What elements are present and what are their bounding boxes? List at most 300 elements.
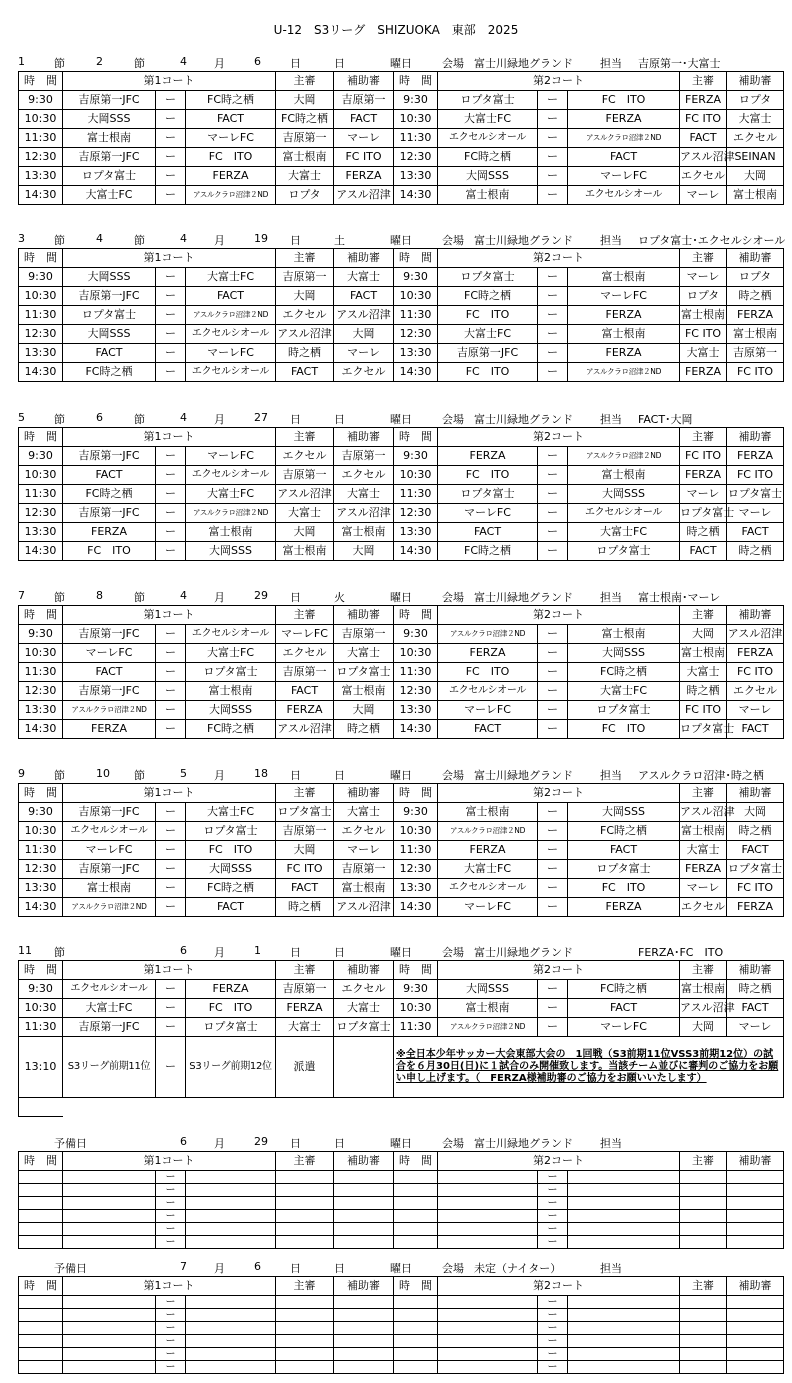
court2-time: 9:30 bbox=[394, 980, 438, 999]
column-header-aref: 補助審 bbox=[334, 784, 394, 803]
header-c11: 会場 bbox=[442, 234, 464, 247]
header-c6: 月 bbox=[214, 57, 225, 70]
court1-assistant-referee: 大富士 bbox=[334, 803, 394, 822]
court1-time: 11:30 bbox=[19, 485, 63, 504]
court1-referee: FERZA bbox=[276, 999, 334, 1018]
court1-referee: 富士根南 bbox=[276, 542, 334, 561]
court2-referee: 大岡 bbox=[680, 1018, 727, 1037]
empty-cell bbox=[680, 1236, 727, 1249]
court1-assistant-referee: 吉原第一 bbox=[334, 625, 394, 644]
column-header-row bbox=[19, 72, 784, 91]
header-c5: 4 bbox=[180, 411, 187, 424]
court2-referee: 時之栖 bbox=[680, 523, 727, 542]
court2-referee: ロプタ富士 bbox=[680, 504, 727, 523]
empty-cell bbox=[680, 1223, 727, 1236]
versus-dash: ー bbox=[156, 980, 186, 999]
empty-cell bbox=[186, 1197, 276, 1210]
match-row bbox=[19, 306, 784, 325]
court2-home-team: 富士根南 bbox=[438, 999, 538, 1018]
court2-home-team: FC時之栖 bbox=[438, 542, 538, 561]
header-c6: 月 bbox=[214, 946, 225, 959]
empty-cell bbox=[680, 1361, 727, 1374]
versus-dash: ー bbox=[538, 980, 568, 999]
court2-assistant-referee: アスル沼津 bbox=[727, 625, 784, 644]
header-c9: 日 bbox=[334, 769, 345, 782]
court2-time: 14:30 bbox=[394, 542, 438, 561]
versus-dash: ー bbox=[538, 879, 568, 898]
court2-referee: マーレ bbox=[680, 186, 727, 205]
empty-cell bbox=[334, 1335, 394, 1348]
court2-referee: FERZA bbox=[680, 91, 727, 110]
court2-time: 12:30 bbox=[394, 325, 438, 344]
header-c10: 曜日 bbox=[390, 234, 412, 247]
court2-home-team: 大岡SSS bbox=[438, 167, 538, 186]
versus-dash: ー bbox=[538, 542, 568, 561]
court2-away-team: 富士根南 bbox=[568, 325, 680, 344]
versus-dash: ー bbox=[156, 523, 186, 542]
round-header bbox=[18, 765, 773, 783]
column-header-ref: 主審 bbox=[276, 249, 334, 268]
versus-dash: ー bbox=[538, 485, 568, 504]
court1-away-team: アスルクラロ沼津２ND bbox=[186, 504, 276, 523]
court2-referee: 富士根南 bbox=[680, 306, 727, 325]
versus-dash: ー bbox=[538, 1309, 568, 1322]
round-block bbox=[18, 587, 783, 739]
header-c1: 9 bbox=[18, 767, 25, 780]
versus-dash: ー bbox=[156, 447, 186, 466]
court1-assistant-referee: エクセル bbox=[334, 980, 394, 999]
court2-home-team: 大富士FC bbox=[438, 110, 538, 129]
round-block bbox=[18, 409, 783, 561]
column-header-court1: 第1コート bbox=[63, 784, 276, 803]
column-header-ref2: 主審 bbox=[680, 249, 727, 268]
court2-time: 10:30 bbox=[394, 999, 438, 1018]
header-c5: 7 bbox=[180, 1260, 187, 1273]
match-row bbox=[19, 701, 784, 720]
court1-home-team: 吉原第一JFC bbox=[63, 447, 156, 466]
court1-away-team: FERZA bbox=[186, 980, 276, 999]
header-c2: 節 bbox=[54, 769, 65, 782]
empty-cell bbox=[568, 1348, 680, 1361]
court1-home-team: ロプタ富士 bbox=[63, 167, 156, 186]
special-note: ※全日本少年サッカー大会東部大会の 1回戦（S3前期11位VSS3前期12位）の試合を６月30日(日)に１試合のみ開催致します。当該チーム並びに審判のご協力をお願い申し上げます。（ FERZA様補助審のご協力をお願いいたします） bbox=[394, 1037, 784, 1098]
court2-away-team: 大岡SSS bbox=[568, 803, 680, 822]
empty-cell bbox=[727, 1335, 784, 1348]
court1-time: 14:30 bbox=[19, 363, 63, 382]
court2-assistant-referee: ロプタ富士 bbox=[727, 860, 784, 879]
header-c8: 日 bbox=[290, 769, 301, 782]
empty-cell bbox=[727, 1197, 784, 1210]
court1-time: 9:30 bbox=[19, 91, 63, 110]
court2-away-team: 大岡SSS bbox=[568, 485, 680, 504]
court2-away-team: FACT bbox=[568, 148, 680, 167]
court1-home-team: FC ITO bbox=[63, 542, 156, 561]
schedule-table bbox=[18, 248, 784, 382]
empty-row bbox=[19, 1335, 784, 1348]
court2-home-team: FACT bbox=[438, 523, 538, 542]
empty-cell bbox=[276, 1322, 334, 1335]
header-c13: 担当 bbox=[600, 591, 622, 604]
versus-dash: ー bbox=[538, 504, 568, 523]
empty-cell bbox=[276, 1184, 334, 1197]
empty-cell bbox=[19, 1348, 63, 1361]
match-row bbox=[19, 91, 784, 110]
court2-time: 13:30 bbox=[394, 167, 438, 186]
court1-home-team: 富士根南 bbox=[63, 879, 156, 898]
header-c1: 11 bbox=[18, 944, 32, 957]
header-c13: 担当 bbox=[600, 57, 622, 70]
versus-dash: ー bbox=[538, 1322, 568, 1335]
court1-assistant-referee: エクセル bbox=[334, 822, 394, 841]
court2-time: 10:30 bbox=[394, 110, 438, 129]
court1-away-team: ロプタ富士 bbox=[186, 663, 276, 682]
column-header-ref2: 主審 bbox=[680, 1277, 727, 1296]
empty-cell bbox=[568, 1361, 680, 1374]
column-header-aref: 補助審 bbox=[334, 606, 394, 625]
column-header-court2: 第2コート bbox=[438, 1277, 680, 1296]
empty-cell bbox=[568, 1171, 680, 1184]
versus-dash: ー bbox=[538, 1184, 568, 1197]
court1-away-team: エクセルシオール bbox=[186, 625, 276, 644]
header-c5: 6 bbox=[180, 1135, 187, 1148]
court1-away-team: エクセルシオール bbox=[186, 325, 276, 344]
court2-away-team: ロプタ富士 bbox=[568, 542, 680, 561]
versus-dash: ー bbox=[156, 344, 186, 363]
court1-away-team: 大富士FC bbox=[186, 644, 276, 663]
court2-referee: ロプタ富士 bbox=[680, 720, 727, 739]
empty-cell bbox=[438, 1296, 538, 1309]
court1-assistant-referee: 富士根南 bbox=[334, 523, 394, 542]
header-c13: 担当 bbox=[600, 1137, 622, 1150]
match-row bbox=[19, 523, 784, 542]
header-c12: 富士川緑地グランド bbox=[474, 1137, 573, 1150]
round-header bbox=[18, 53, 773, 71]
court2-assistant-referee: 富士根南 bbox=[727, 186, 784, 205]
empty-cell bbox=[63, 1361, 156, 1374]
empty-cell bbox=[334, 1171, 394, 1184]
empty-cell bbox=[63, 1335, 156, 1348]
header-c7: 1 bbox=[254, 944, 261, 957]
versus-dash: ー bbox=[156, 1184, 186, 1197]
empty-cell bbox=[568, 1210, 680, 1223]
versus-dash: ー bbox=[538, 447, 568, 466]
court1-away-team: FACT bbox=[186, 110, 276, 129]
court2-time: 10:30 bbox=[394, 644, 438, 663]
versus-dash: ー bbox=[156, 186, 186, 205]
court2-time: 10:30 bbox=[394, 287, 438, 306]
header-c7: 6 bbox=[254, 1260, 261, 1273]
court2-home-team: アスルクラロ沼津２ND bbox=[438, 1018, 538, 1037]
empty-cell bbox=[276, 1296, 334, 1309]
court2-assistant-referee: ロプタ富士 bbox=[727, 485, 784, 504]
court1-time: 11:30 bbox=[19, 1018, 63, 1037]
empty-cell bbox=[438, 1223, 538, 1236]
court1-away-team: アスルクラロ沼津２ND bbox=[186, 306, 276, 325]
header-c7: 27 bbox=[254, 411, 268, 424]
court2-away-team: FERZA bbox=[568, 110, 680, 129]
column-header-time2: 時 間 bbox=[394, 606, 438, 625]
header-c10: 曜日 bbox=[390, 57, 412, 70]
court2-time: 11:30 bbox=[394, 485, 438, 504]
empty-row bbox=[19, 1236, 784, 1249]
column-header-ref2: 主審 bbox=[680, 606, 727, 625]
empty-cell bbox=[19, 1236, 63, 1249]
column-header-ref2: 主審 bbox=[680, 72, 727, 91]
versus-dash: ー bbox=[156, 1037, 186, 1098]
column-header-ref2: 主審 bbox=[680, 428, 727, 447]
versus-dash: ー bbox=[156, 625, 186, 644]
column-header-ref: 主審 bbox=[276, 784, 334, 803]
court2-assistant-referee: FERZA bbox=[727, 447, 784, 466]
schedule-table bbox=[18, 605, 784, 739]
empty-cell bbox=[334, 1236, 394, 1249]
court2-away-team: アスルクラロ沼津２ND bbox=[568, 447, 680, 466]
header-c2: 節 bbox=[54, 57, 65, 70]
header-c7: 19 bbox=[254, 232, 268, 245]
column-header-aref: 補助審 bbox=[334, 961, 394, 980]
court2-assistant-referee: マーレ bbox=[727, 504, 784, 523]
court2-away-team: FC時之栖 bbox=[568, 663, 680, 682]
court2-time: 13:30 bbox=[394, 523, 438, 542]
header-c14: アスルクラロ沼津･時之栖 bbox=[638, 769, 764, 782]
header-c10: 曜日 bbox=[390, 769, 412, 782]
header-c6: 月 bbox=[214, 591, 225, 604]
court1-assistant-referee: ロプタ富士 bbox=[334, 1018, 394, 1037]
match-row bbox=[19, 1018, 784, 1037]
court1-assistant-referee: 富士根南 bbox=[334, 682, 394, 701]
empty-cell bbox=[727, 1348, 784, 1361]
court2-away-team: ロプタ富士 bbox=[568, 701, 680, 720]
match-row bbox=[19, 485, 784, 504]
column-header-time2: 時 間 bbox=[394, 428, 438, 447]
court2-time: 12:30 bbox=[394, 682, 438, 701]
court2-home-team: マーレFC bbox=[438, 701, 538, 720]
court2-referee: FC ITO bbox=[680, 447, 727, 466]
court2-home-team: FERZA bbox=[438, 447, 538, 466]
document-title: U-12 S3リーグ SHIZUOKA 東部 2025 bbox=[273, 23, 519, 37]
column-header-court1: 第1コート bbox=[63, 72, 276, 91]
court2-referee: アスル沼津 bbox=[680, 999, 727, 1018]
court2-assistant-referee: FERZA bbox=[727, 898, 784, 917]
court2-time: 10:30 bbox=[394, 466, 438, 485]
court1-away-team: 大富士FC bbox=[186, 485, 276, 504]
court1-referee: 大富士 bbox=[276, 1018, 334, 1037]
match-row bbox=[19, 363, 784, 382]
match-row bbox=[19, 542, 784, 561]
court1-away-team: FC ITO bbox=[186, 841, 276, 860]
empty-cell bbox=[19, 1210, 63, 1223]
versus-dash: ー bbox=[538, 999, 568, 1018]
header-c10: 曜日 bbox=[390, 1137, 412, 1150]
court2-referee: 大富士 bbox=[680, 841, 727, 860]
round-header bbox=[18, 409, 773, 427]
empty-cell bbox=[394, 1184, 438, 1197]
empty-cell bbox=[727, 1223, 784, 1236]
header-c11: 会場 bbox=[442, 413, 464, 426]
court2-time: 12:30 bbox=[394, 860, 438, 879]
court2-away-team: 大富士FC bbox=[568, 682, 680, 701]
reserve-table bbox=[18, 1276, 784, 1374]
court2-home-team: ロプタ富士 bbox=[438, 91, 538, 110]
court1-time: 11:30 bbox=[19, 663, 63, 682]
court1-home-team: FERZA bbox=[63, 523, 156, 542]
versus-dash: ー bbox=[156, 879, 186, 898]
column-header-time: 時 間 bbox=[19, 72, 63, 91]
court2-assistant-referee: FC ITO bbox=[727, 363, 784, 382]
court1-time: 14:30 bbox=[19, 898, 63, 917]
court1-assistant-referee: エクセル bbox=[334, 466, 394, 485]
header-c1: 1 bbox=[18, 55, 25, 68]
empty-cell bbox=[186, 1335, 276, 1348]
court1-assistant-referee: マーレ bbox=[334, 841, 394, 860]
empty-cell bbox=[276, 1236, 334, 1249]
empty-cell bbox=[19, 1309, 63, 1322]
column-header-court2: 第2コート bbox=[438, 428, 680, 447]
court1-away-team: マーレFC bbox=[186, 129, 276, 148]
court1-time: 10:30 bbox=[19, 466, 63, 485]
schedule-table bbox=[18, 783, 784, 917]
court2-away-team: FC ITO bbox=[568, 879, 680, 898]
empty-cell bbox=[276, 1171, 334, 1184]
column-header-time2: 時 間 bbox=[394, 72, 438, 91]
column-header-time: 時 間 bbox=[19, 784, 63, 803]
empty-cell bbox=[568, 1309, 680, 1322]
match-row bbox=[19, 663, 784, 682]
versus-dash: ー bbox=[538, 129, 568, 148]
empty-cell bbox=[394, 1197, 438, 1210]
table-trailer bbox=[18, 1098, 63, 1117]
match-row bbox=[19, 625, 784, 644]
court1-assistant-referee: マーレ bbox=[334, 129, 394, 148]
header-c12: 富士川緑地グランド bbox=[474, 591, 573, 604]
court1-time: 13:30 bbox=[19, 701, 63, 720]
versus-dash: ー bbox=[156, 803, 186, 822]
empty-cell bbox=[186, 1210, 276, 1223]
header-c12: 富士川緑地グランド bbox=[474, 413, 573, 426]
column-header-aref2: 補助審 bbox=[727, 784, 784, 803]
header-c8: 日 bbox=[290, 234, 301, 247]
court2-home-team: エクセルシオール bbox=[438, 682, 538, 701]
court1-home-team: 大富士FC bbox=[63, 999, 156, 1018]
column-header-ref: 主審 bbox=[276, 72, 334, 91]
court1-assistant-referee: 大岡 bbox=[334, 701, 394, 720]
court1-home-team: 吉原第一JFC bbox=[63, 803, 156, 822]
court2-home-team: エクセルシオール bbox=[438, 879, 538, 898]
empty-cell bbox=[63, 1210, 156, 1223]
column-header-row bbox=[19, 784, 784, 803]
versus-dash: ー bbox=[156, 1018, 186, 1037]
header-c3: 8 bbox=[96, 589, 103, 602]
court2-time: 13:30 bbox=[394, 701, 438, 720]
match-row bbox=[19, 148, 784, 167]
court1-away-team: FC ITO bbox=[186, 999, 276, 1018]
reserve-table bbox=[18, 1151, 784, 1249]
column-header-row bbox=[19, 1277, 784, 1296]
court2-away-team: FC ITO bbox=[568, 720, 680, 739]
match-row bbox=[19, 167, 784, 186]
versus-dash: ー bbox=[156, 841, 186, 860]
column-header-row bbox=[19, 1152, 784, 1171]
court1-assistant-referee: 吉原第一 bbox=[334, 91, 394, 110]
court1-time: 12:30 bbox=[19, 860, 63, 879]
empty-cell bbox=[438, 1335, 538, 1348]
column-header-aref2: 補助審 bbox=[727, 606, 784, 625]
court1-referee: 富士根南 bbox=[276, 148, 334, 167]
column-header-aref2: 補助審 bbox=[727, 72, 784, 91]
court1-away-team: エクセルシオール bbox=[186, 363, 276, 382]
court1-home-team: エクセルシオール bbox=[63, 822, 156, 841]
header-c9: 土 bbox=[334, 234, 345, 247]
court2-home-team: ロプタ富士 bbox=[438, 268, 538, 287]
court2-away-team: FERZA bbox=[568, 306, 680, 325]
header-c14: FACT･大岡 bbox=[638, 413, 693, 426]
versus-dash: ー bbox=[156, 898, 186, 917]
header-c11: 会場 bbox=[442, 769, 464, 782]
versus-dash: ー bbox=[538, 1296, 568, 1309]
court2-home-team: 富士根南 bbox=[438, 803, 538, 822]
empty-row bbox=[19, 1348, 784, 1361]
court2-assistant-referee: 大岡 bbox=[727, 803, 784, 822]
round-header bbox=[18, 942, 773, 960]
versus-dash: ー bbox=[538, 1171, 568, 1184]
court2-home-team: 大岡SSS bbox=[438, 980, 538, 999]
round-header bbox=[18, 230, 786, 248]
empty-cell bbox=[680, 1184, 727, 1197]
empty-cell bbox=[438, 1171, 538, 1184]
court1-away-team: 大岡SSS bbox=[186, 542, 276, 561]
schedule-table bbox=[18, 71, 784, 205]
court1-home-team: 吉原第一JFC bbox=[63, 148, 156, 167]
court1-time: 14:30 bbox=[19, 186, 63, 205]
header-c1: 7 bbox=[18, 589, 25, 602]
empty-cell bbox=[276, 1335, 334, 1348]
court2-referee: マーレ bbox=[680, 485, 727, 504]
empty-cell bbox=[394, 1348, 438, 1361]
court2-home-team: FC ITO bbox=[438, 363, 538, 382]
empty-cell bbox=[394, 1210, 438, 1223]
match-row bbox=[19, 682, 784, 701]
court1-referee: 時之栖 bbox=[276, 344, 334, 363]
empty-cell bbox=[727, 1296, 784, 1309]
court1-assistant-referee: FC ITO bbox=[334, 148, 394, 167]
empty-cell bbox=[727, 1322, 784, 1335]
court2-away-team: 大富士FC bbox=[568, 523, 680, 542]
court2-time: 11:30 bbox=[394, 306, 438, 325]
versus-dash: ー bbox=[538, 625, 568, 644]
header-c7: 18 bbox=[254, 767, 268, 780]
header-c6: 月 bbox=[214, 413, 225, 426]
court2-referee: 大富士 bbox=[680, 344, 727, 363]
versus-dash: ー bbox=[538, 1335, 568, 1348]
header-c8: 日 bbox=[290, 413, 301, 426]
court2-away-team: 富士根南 bbox=[568, 268, 680, 287]
court1-time: 11:30 bbox=[19, 841, 63, 860]
empty-cell bbox=[394, 1361, 438, 1374]
column-header-court2: 第2コート bbox=[438, 961, 680, 980]
column-header-time: 時 間 bbox=[19, 1277, 63, 1296]
header-c14: FERZA･FC ITO bbox=[638, 946, 724, 959]
court2-referee: アスル沼津 bbox=[680, 148, 727, 167]
court1-home-team: 吉原第一JFC bbox=[63, 1018, 156, 1037]
versus-dash: ー bbox=[156, 822, 186, 841]
court2-time: 11:30 bbox=[394, 663, 438, 682]
court1-referee: 大岡 bbox=[276, 91, 334, 110]
empty-cell bbox=[186, 1236, 276, 1249]
versus-dash: ー bbox=[538, 1018, 568, 1037]
court1-home-team: 大岡SSS bbox=[63, 268, 156, 287]
column-header-ref2: 主審 bbox=[680, 784, 727, 803]
header-c3: 10 bbox=[96, 767, 110, 780]
